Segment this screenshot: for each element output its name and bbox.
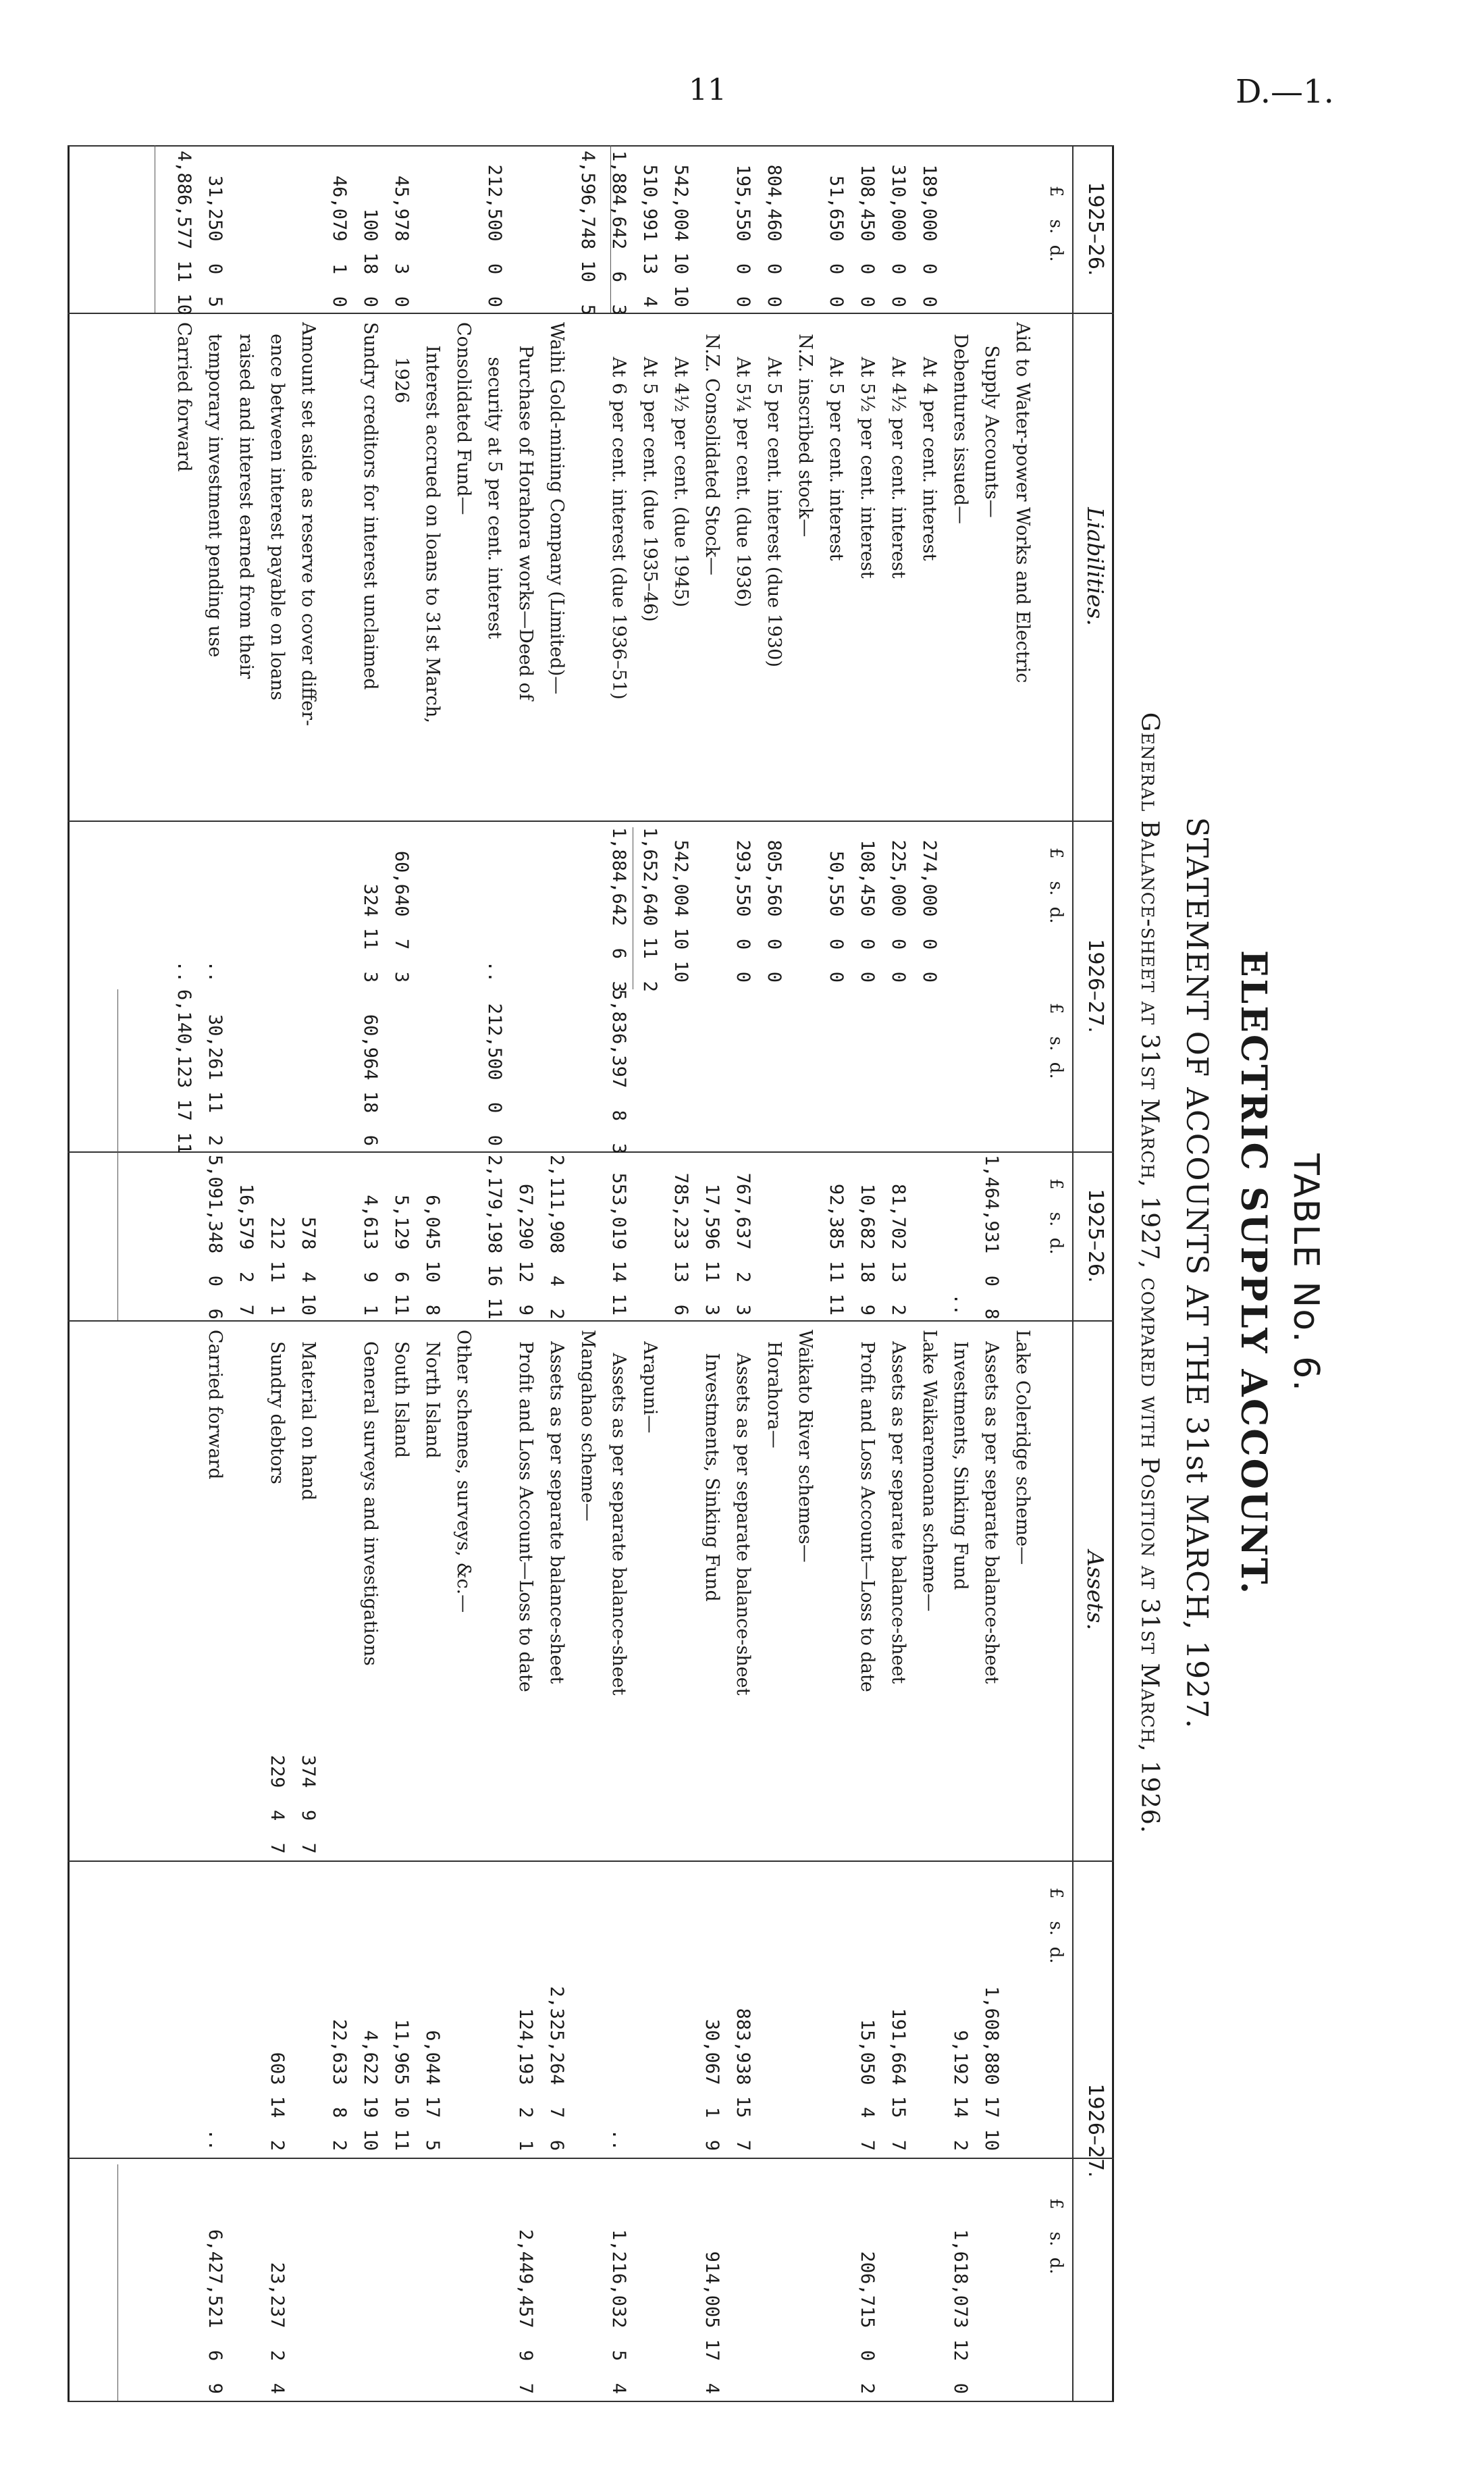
liability-label: ence between interest payable on loans (267, 322, 288, 701)
asset-prev-amount: 92,385 11 11 (826, 1183, 847, 1316)
liab-prev-amount: 542,004 10 10 (670, 164, 691, 307)
asset-curr-year-header: 1926–27. (1084, 2083, 1107, 2178)
asset-total-amount: 2,449,457 9 7 (515, 2229, 536, 2394)
liab-total-amount: 60,964 18 6 (360, 1014, 381, 1146)
liability-label: Aid to Water-power Works and Electric (1012, 322, 1033, 683)
liab-total-amount: 30,261 11 2 (205, 1014, 226, 1146)
asset-prev-amount: 17,596 11 3 (701, 1183, 722, 1316)
lsd-unit-label: £ s. d. (1046, 848, 1066, 924)
account-title: ELECTRIC SUPPLY ACCOUNT. (1233, 950, 1274, 1596)
asset-detail-amount: .. (608, 2129, 629, 2151)
asset-prev-amount: 5,091,348 0 6 (205, 1155, 226, 1320)
liab-detail-amount: 805,560 0 0 (764, 839, 785, 983)
liab-prev-amount: 45,978 3 0 (391, 175, 412, 307)
liability-label: Interest accrued on loans to 31st March, (422, 322, 443, 723)
liab-detail-amount: 324 11 3 (360, 883, 381, 983)
liab-prev-amount: 51,650 0 0 (826, 175, 847, 307)
asset-prev-amount: 5,129 6 11 (391, 1195, 412, 1316)
liability-label: Sundry creditors for interest unclaimed (360, 322, 381, 690)
asset-prev-amount: 1,464,931 0 8 (981, 1155, 1002, 1320)
liability-label: Amount set aside as reserve to cover differ- (298, 322, 319, 727)
asset-detail-amount: 6,044 17 5 (422, 2030, 443, 2151)
liab-prev-amount: 4,886,577 11 10 (174, 151, 194, 315)
liab-prev-year-header: 1925–26. (1084, 182, 1107, 276)
liab-detail-amount: 1,884,642 6 3 (608, 827, 629, 992)
asset-total-amount: 1,216,032 5 4 (608, 2229, 629, 2394)
liability-label: At 6 per cent. interest (due 1936–51) (608, 322, 629, 700)
asset-detail-amount: 191,664 15 7 (888, 2008, 909, 2151)
asset-label: Assets as per separate balance-sheet (888, 1330, 909, 1684)
asset-detail-amount: 15,050 4 7 (857, 2019, 878, 2151)
asset-label: Investments, Sinking Fund (950, 1330, 971, 1590)
liability-label: security at 5 per cent. interest (484, 322, 505, 640)
asset-prev-amount: .. (950, 1293, 971, 1316)
asset-label: Lake Coleridge scheme— (1012, 1330, 1033, 1565)
liability-label: At 5 per cent. interest (due 1930) (764, 322, 785, 668)
asset-prev-amount: 2,111,908 4 2 (546, 1155, 567, 1320)
asset-prev-amount: 81,702 13 2 (888, 1183, 909, 1316)
balance-sheet-subtitle: General Balance-sheet at 31st March, 1927, compared with Position at 31st March, 1926. (1136, 712, 1163, 1834)
asset-sub-amount: 229 4 7 (267, 1754, 288, 1854)
document-reference: D.—1. (1236, 73, 1334, 111)
asset-detail-amount: 2,325,264 7 6 (546, 1986, 567, 2151)
liab-prev-amount: 31,250 0 5 (205, 175, 226, 307)
liab-curr-year-header: 1926–27. (1084, 939, 1107, 1033)
asset-prev-amount: 4,613 9 1 (360, 1195, 381, 1316)
asset-prev-amount: 2,179,198 16 11 (484, 1155, 505, 1320)
asset-label: North Island (422, 1330, 443, 1459)
liab-prev-amount: 310,000 0 0 (888, 164, 909, 307)
liability-label: Supply Accounts— (981, 322, 1002, 518)
liab-prev-amount: 212,500 0 0 (484, 164, 505, 307)
asset-label: South Island (391, 1330, 412, 1459)
liab-detail-amount: 50,550 0 0 (826, 850, 847, 983)
asset-label: Assets as per separate balance-sheet (981, 1330, 1002, 1684)
liability-label: At 5¼ per cent. (due 1936) (733, 322, 753, 608)
asset-label: Assets as per separate balance-sheet (608, 1330, 629, 1696)
asset-detail-amount: 1,608,880 17 10 (981, 1986, 1002, 2151)
liability-label: temporary investment pending use (205, 322, 226, 658)
liability-label: Purchase of Horahora works—Deed of (515, 322, 536, 700)
liability-label: At 5½ per cent. interest (857, 322, 878, 579)
liab-detail-amount: 60,640 7 3 (391, 850, 412, 983)
liab-detail-amount: 225,000 0 0 (888, 839, 909, 983)
liab-total-amount: 6,140,123 17 11 (174, 989, 194, 1154)
asset-detail-amount: 603 14 2 (267, 2052, 288, 2151)
asset-sub-amount: 374 9 7 (298, 1754, 319, 1854)
asset-label: Horahora— (764, 1330, 785, 1449)
asset-detail-amount: .. (205, 2129, 226, 2151)
page-number: 11 (689, 73, 726, 107)
assets-header: Assets. (1082, 1551, 1109, 1630)
asset-prev-amount: 553,019 14 11 (608, 1172, 629, 1316)
liab-prev-amount: 195,550 0 0 (733, 164, 753, 307)
liab-detail-amount: 293,550 0 0 (733, 839, 753, 983)
asset-label: Profit and Loss Account—Loss to date (857, 1330, 878, 1692)
asset-prev-amount: 578 4 10 (298, 1216, 319, 1316)
asset-label: Waikato River schemes— (795, 1330, 816, 1563)
liability-label: raised and interest earned from their (236, 322, 257, 679)
liability-label: At 5 per cent. (due 1935–46) (639, 322, 660, 622)
liability-label: At 4½ per cent. interest (888, 322, 909, 579)
asset-label: Assets as per separate balance-sheet (546, 1330, 567, 1684)
liability-label: At 5 per cent. interest (826, 322, 847, 561)
asset-prev-amount: 767,637 2 3 (733, 1172, 753, 1316)
asset-label: Lake Waikaremoana scheme— (919, 1330, 940, 1612)
lsd-unit-label: £ s. d. (1046, 1888, 1066, 1964)
table-number-title: TABLE No. 6. (1286, 1153, 1326, 1392)
asset-detail-amount: 9,192 14 2 (950, 2030, 971, 2151)
liab-total-amount: 212,500 0 0 (484, 1003, 505, 1146)
asset-prev-amount: 67,290 12 9 (515, 1183, 536, 1316)
asset-label: Sundry debtors (267, 1330, 288, 1484)
lsd-unit-label: £ s. d. (1046, 1003, 1066, 1079)
liab-total-amount: 5,836,397 8 3 (608, 989, 629, 1154)
liab-prev-amount: 108,450 0 0 (857, 164, 878, 307)
liab-prev-amount: 46,079 1 0 (329, 175, 350, 307)
liability-label: N.Z. inscribed stock— (795, 322, 816, 538)
asset-label: Profit and Loss Account—Loss to date (515, 1330, 536, 1692)
carried-forward-label: Carried forward (205, 1330, 226, 1480)
liability-label: Waihi Gold-mining Company (Limited)— (546, 322, 567, 695)
liability-label: N.Z. Consolidated Stock— (701, 322, 722, 575)
liab-detail-amount: 274,000 0 0 (919, 839, 940, 983)
asset-label: Arapuni— (639, 1330, 660, 1434)
asset-label: Material on hand (298, 1330, 319, 1501)
asset-label: Other schemes, surveys, &c.— (453, 1330, 474, 1613)
asset-prev-amount: 785,233 13 6 (670, 1172, 691, 1316)
statement-title: STATEMENT OF ACCOUNTS AT THE 31st MARCH, 1927. (1180, 816, 1214, 1729)
liab-prev-amount: 804,460 0 0 (764, 164, 785, 307)
asset-detail-amount: 124,193 2 1 (515, 2008, 536, 2151)
asset-total-amount: 914,005 17 4 (701, 2251, 722, 2394)
liab-detail-amount: .. (174, 960, 194, 983)
lsd-unit-label: £ s. d. (1046, 186, 1066, 262)
liabilities-header: Liabilities. (1082, 507, 1109, 626)
liability-label: Debentures issued— (950, 322, 971, 525)
liab-detail-amount: .. (484, 960, 505, 983)
asset-label: Assets as per separate balance-sheet (733, 1330, 753, 1696)
asset-total-amount: 23,237 2 4 (267, 2262, 288, 2394)
rotated-balance-sheet (68, 145, 1326, 2401)
asset-detail-amount: 30,067 1 9 (701, 2019, 722, 2151)
liability-label: 1926 (391, 322, 412, 404)
asset-label: Mangahao scheme— (577, 1330, 598, 1521)
liab-prev-amount: 189,000 0 0 (919, 164, 940, 307)
liability-label: At 4½ per cent. (due 1945) (670, 322, 691, 608)
lsd-unit-label: £ s. d. (1046, 1178, 1066, 1255)
asset-prev-amount: 10,682 18 9 (857, 1183, 878, 1316)
asset-detail-amount: 22,633 8 2 (329, 2019, 350, 2151)
liab-prev-amount: 100 18 0 (360, 208, 381, 307)
liab-prev-amount: 1,884,642 6 3 (608, 151, 629, 315)
asset-prev-year-header: 1925–26. (1084, 1189, 1107, 1283)
liability-label: Consolidated Fund— (453, 322, 474, 515)
asset-total-amount: 1,618,073 12 0 (950, 2229, 971, 2394)
liab-detail-amount: .. (205, 960, 226, 983)
asset-prev-amount: 6,045 10 8 (422, 1195, 443, 1316)
asset-detail-amount: 883,938 15 7 (733, 2008, 753, 2151)
asset-label: General surveys and investigations (360, 1330, 381, 1666)
asset-label: Investments, Sinking Fund (701, 1330, 722, 1602)
liab-prev-amount: 4,596,748 10 5 (577, 151, 598, 315)
asset-total-amount: 206,715 0 2 (857, 2251, 878, 2394)
lsd-unit-label: £ s. d. (1046, 2198, 1066, 2274)
liab-detail-amount: 108,450 0 0 (857, 839, 878, 983)
liab-prev-amount: 510,991 13 4 (639, 164, 660, 307)
asset-detail-amount: 11,965 10 11 (391, 2019, 412, 2151)
asset-prev-amount: 212 11 1 (267, 1216, 288, 1316)
asset-total-amount: 6,427,521 6 9 (205, 2229, 226, 2394)
asset-detail-amount: 4,622 19 10 (360, 2030, 381, 2151)
liab-detail-amount: 1,652,640 11 2 (639, 827, 660, 992)
liab-detail-amount: 542,004 10 10 (670, 839, 691, 983)
carried-forward-label: Carried forward (174, 322, 194, 472)
liability-label: At 4 per cent. interest (919, 322, 940, 561)
asset-prev-amount: 16,579 2 7 (236, 1183, 257, 1316)
